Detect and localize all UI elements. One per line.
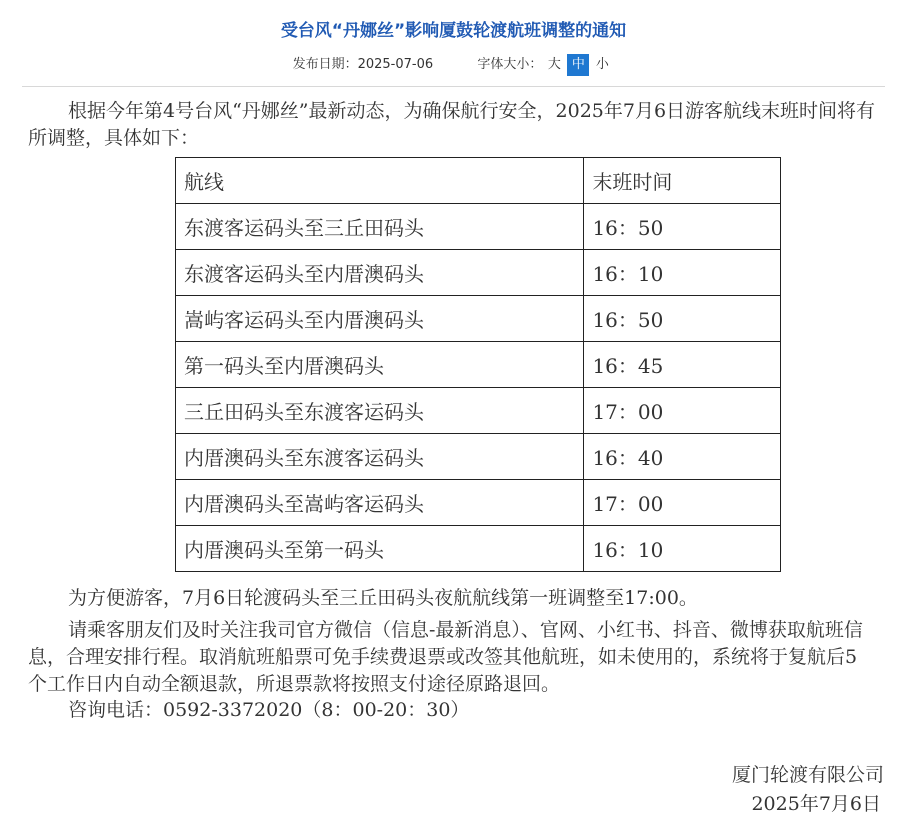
intro-paragraph: 根据今年第4号台风“丹娜丝”最新动态，为确保航行安全，2025年7月6日游客航线末班时间将有所调整，具体如下： [28, 100, 876, 149]
font-size-medium-button[interactable]: 中 [567, 54, 589, 76]
publish-date-label: 发布日期： [292, 57, 358, 72]
table-header-row [176, 158, 781, 204]
notice-meta [0, 53, 907, 76]
header-last-time: 末班时间 [584, 158, 781, 204]
route-cell: 内厝澳码头至嵩屿客运码头 [176, 480, 584, 526]
last-time-cell: 16：50 [584, 296, 781, 342]
last-time-cell: 16：40 [584, 434, 781, 480]
route-cell: 东渡客运码头至内厝澳码头 [176, 250, 584, 296]
font-size-large-button[interactable]: 大 [547, 57, 561, 72]
advice-paragraph: 请乘客朋友们及时关注我司官方微信（信息-最新消息）、官网、小红书、抖音、微博获取航班信息，合理安排行程。取消航班船票可免手续费退票或改签其他航班，如未使用的，系统将于复航后5个工作日内自动全额退款，所退票款将按照支付途径原路退回。 [28, 619, 863, 695]
table-row [176, 434, 781, 480]
night-route-paragraph: 为方便游客，7月6日轮渡码头至三丘田码头夜航航线第一班调整至17:00。 [68, 587, 698, 609]
route-cell: 内厝澳码头至第一码头 [176, 526, 584, 572]
table-row [176, 204, 781, 250]
last-time-cell: 16：10 [584, 526, 781, 572]
font-size-label: 字体大小： [477, 57, 543, 72]
route-cell: 东渡客运码头至三丘田码头 [176, 204, 584, 250]
table-row [176, 296, 781, 342]
table-row [176, 342, 781, 388]
header-route: 航线 [176, 158, 584, 204]
font-size-small-button[interactable]: 小 [595, 57, 609, 72]
table-row [176, 250, 781, 296]
signature-organization: 厦门轮渡有限公司 [731, 764, 884, 786]
last-time-cell: 17：00 [584, 480, 781, 526]
publish-date: 2025-07-06 [357, 57, 434, 72]
route-cell: 内厝澳码头至东渡客运码头 [176, 434, 584, 480]
table-row [176, 388, 781, 434]
last-time-cell: 16：45 [584, 342, 781, 388]
hotline-paragraph: 咨询电话：0592-3372020（8：00-20：30） [68, 699, 470, 721]
header-divider [22, 86, 885, 87]
route-cell: 嵩屿客运码头至内厝澳码头 [176, 296, 584, 342]
last-time-cell: 16：10 [584, 250, 781, 296]
route-cell: 三丘田码头至东渡客运码头 [176, 388, 584, 434]
route-cell: 第一码头至内厝澳码头 [176, 342, 584, 388]
notice-title: 受台风“丹娜丝”影响厦鼓轮渡航班调整的通知 [280, 21, 627, 41]
last-time-cell: 16：50 [584, 204, 781, 250]
signature-date: 2025年7月6日 [751, 793, 881, 815]
table-row [176, 480, 781, 526]
table-row [176, 526, 781, 572]
last-time-cell: 17：00 [584, 388, 781, 434]
last-sailing-table [175, 157, 781, 572]
